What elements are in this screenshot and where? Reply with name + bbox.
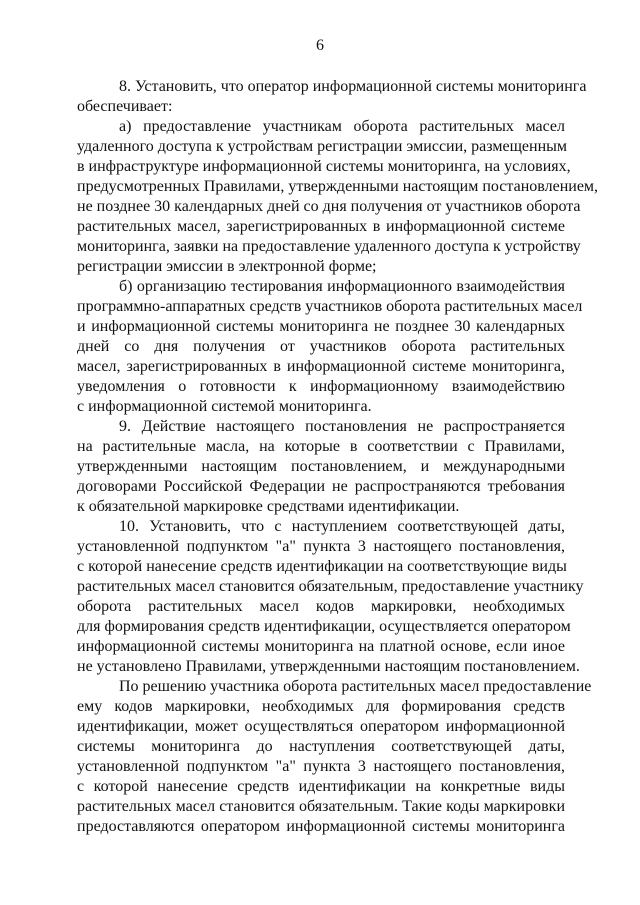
text-line: на растительные масла, на которые в соответствии с Правилами, [77, 438, 565, 455]
text-line: уведомления о готовности к информационному взаимодействию [77, 378, 565, 395]
text-line: договорами Российской Федерации не распространяются требования [77, 478, 565, 495]
paragraph [77, 677, 592, 837]
paragraph [77, 277, 583, 417]
text-line: регистрации эмиссии в электронной форме; [77, 258, 377, 275]
text-line: с которой нанесение средств идентификации на соответствующие виды [77, 558, 567, 575]
text-line: мониторинга, заявки на предоставление удаленного доступа к устройству [77, 238, 581, 255]
text-line: для формирования средств идентификации, осуществляется оператором [77, 618, 571, 635]
text-line: идентификации, может осуществляться оператором информационной [77, 718, 565, 735]
text-line: дней со дня получения от участников оборота растительных [77, 338, 565, 355]
page-number: 6 [316, 37, 324, 54]
text-line: с которой нанесение средств идентификации на конкретные виды [77, 778, 565, 795]
text-line: масел, зарегистрированных в информационной системе мониторинга, [77, 358, 565, 375]
text-line: предоставляются оператором информационной системы мониторинга [77, 818, 565, 835]
text-line: ему кодов маркировки, необходимых для формирования средств [77, 698, 565, 715]
paragraph [77, 117, 599, 277]
text-line: не позднее 30 календарных дней со дня получения от участников оборота [77, 198, 581, 215]
paragraph [77, 417, 565, 517]
text-line: удаленного доступа к устройствам регистрации эмиссии, размещенным [77, 138, 568, 155]
text-line: установленной подпунктом "а" пункта 3 настоящего постановления, [77, 538, 565, 555]
text-line: 9. Действие настоящего постановления не распространяется [119, 418, 565, 435]
text-line: По решению участника оборота растительных масел предоставление [119, 678, 592, 695]
text-line: обеспечивает: [77, 98, 173, 115]
document-body [77, 77, 599, 837]
text-line: предусмотренных Правилами, утвержденными настоящим постановлением, [77, 178, 599, 195]
text-line: к обязательной маркировке средствами идентификации. [77, 498, 460, 515]
paragraph [77, 77, 587, 117]
text-line: 10. Установить, что с наступлением соответствующей даты, [119, 518, 565, 535]
text-line: системы мониторинга до наступления соответствующей даты, [77, 738, 565, 755]
text-line: информационной системы мониторинга на платной основе, если иное [77, 638, 565, 655]
text-line: программно-аппаратных средств участников оборота растительных масел [77, 298, 583, 315]
text-line: и информационной системы мониторинга не позднее 30 календарных [77, 318, 565, 335]
text-line: оборота растительных масел кодов маркировки, необходимых [77, 598, 565, 615]
text-line: в инфраструктуре информационной системы мониторинга, на условиях, [77, 158, 571, 175]
text-line: 8. Установить, что оператор информационной системы мониторинга [119, 78, 587, 95]
text-line: не установлено Правилами, утвержденными настоящим постановлением. [77, 658, 580, 675]
text-line: утвержденными настоящим постановлением, и международными [77, 458, 565, 475]
text-line: растительных масел, зарегистрированных в информационной системе [77, 218, 565, 235]
text-line: б) организацию тестирования информационного взаимодействия [119, 278, 565, 295]
text-line: установленной подпунктом "а" пункта 3 настоящего постановления, [77, 758, 565, 775]
text-line: с информационной системой мониторинга. [77, 398, 372, 415]
text-line: а) предоставление участникам оборота растительных масел [119, 118, 565, 135]
text-line: растительных масел становится обязательным. Такие коды маркировки [77, 798, 565, 815]
paragraph [77, 517, 584, 677]
text-line: растительных масел становится обязательным, предоставление участнику [77, 578, 584, 595]
